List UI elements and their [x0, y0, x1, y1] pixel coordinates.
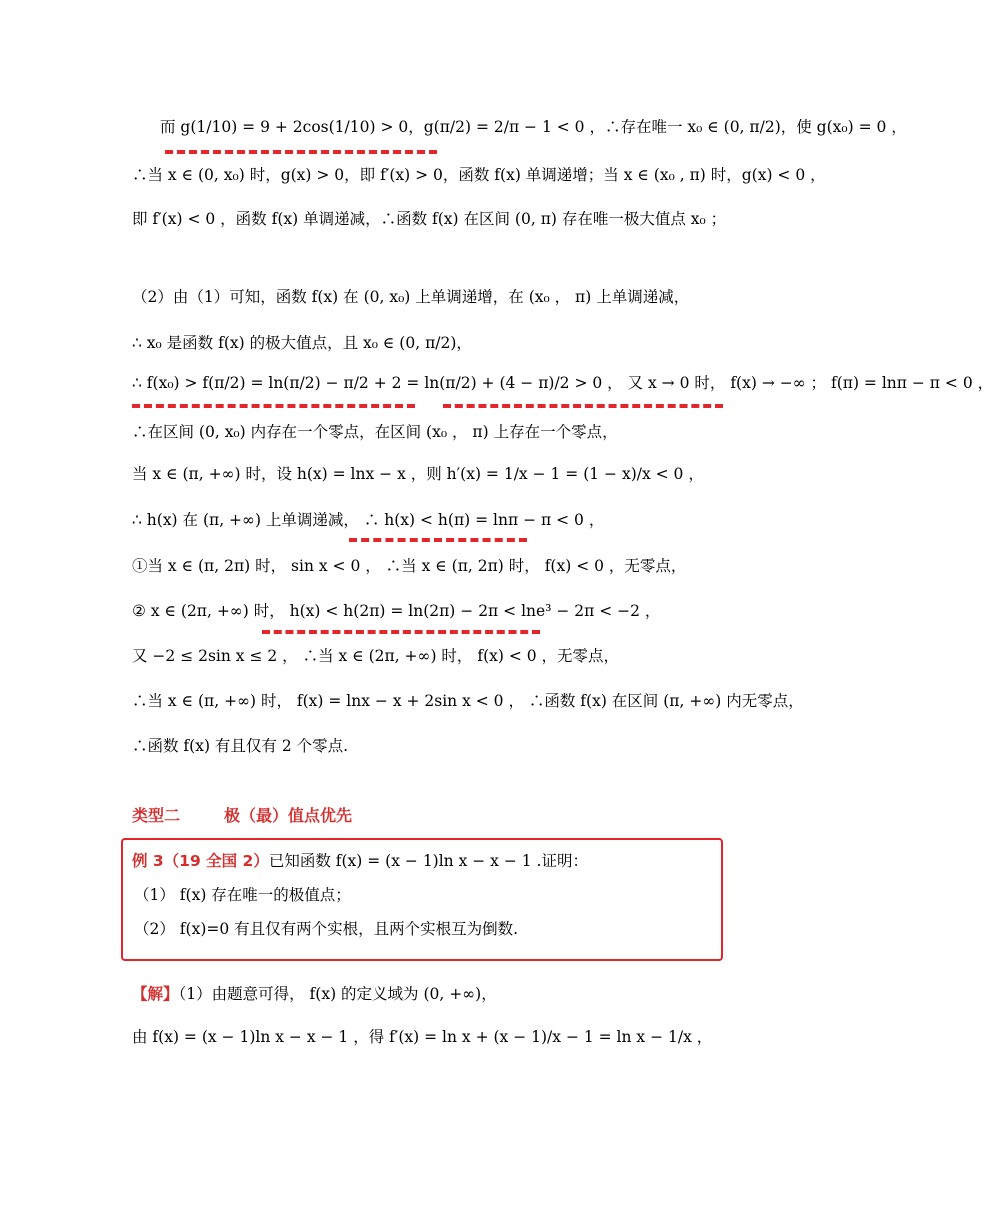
proof-line: ∴ h(x) 在 (π, +∞) 上单调递减， ∴ h(x) < h(π) = lnπ − π < 0 ，: [132, 511, 605, 529]
example-stem-text: 已知函数 f(x) = (x − 1)ln x − x − 1 .证明：: [268, 852, 588, 870]
proof-line: 而 g(1/10) = 9 + 2cos(1/10) > 0，g(π/2) = 2/π − 1 < 0 ，∴存在唯一 x₀ ∈ (0, π/2)，使 g(x₀) = 0 ，: [160, 118, 907, 136]
section-label: 类型二: [132, 806, 181, 825]
proof-line: 又 −2 ≤ 2sin x ≤ 2 ， ∴当 x ∈ (2π, +∞) 时， f(x) < 0 ，无零点，: [132, 647, 620, 665]
proof-line: 当 x ∈ (π, +∞) 时，设 h(x) = lnx − x ，则 h′(x) = 1/x − 1 = (1 − x)/x < 0 ，: [132, 465, 704, 483]
proof-line: ∴ x₀ 是函数 f(x) 的极大值点，且 x₀ ∈ (0, π/2)，: [132, 334, 472, 352]
proof-line: ∴函数 f(x) 有且仅有 2 个零点.: [132, 737, 349, 755]
proof-line: 即 f′(x) < 0 ，函数 f(x) 单调递减，∴函数 f(x) 在区间 (0, π) 存在唯一极大值点 x₀ ；: [132, 210, 727, 228]
solution-tag: 【解】: [132, 985, 179, 1003]
proof-line: ∴当 x ∈ (π, +∞) 时， f(x) = lnx − x + 2sin x < 0 ， ∴函数 f(x) 在区间 (π, +∞) 内无零点，: [132, 692, 804, 710]
example-item: （2） f(x)=0 有且仅有两个实根，且两个实根互为倒数.: [134, 920, 519, 938]
solution-line: 由 f(x) = (x − 1)ln x − x − 1 ，得 f′(x) = ln x + (x − 1)/x − 1 = ln x − 1/x ，: [132, 1028, 713, 1046]
highlight-dash: [132, 404, 415, 408]
section-title: 极（最）值点优先: [224, 806, 353, 825]
highlight-dash: [349, 538, 527, 542]
example-item: （1） f(x) 存在唯一的极值点；: [134, 886, 351, 904]
proof-line: ∴在区间 (0, x₀) 内存在一个零点，在区间 (x₀ ， π) 上存在一个零点，: [132, 423, 618, 441]
solution-line-text: （1）由题意可得， f(x) 的定义域为 (0, +∞)，: [178, 985, 497, 1003]
example-title: 例 3（19 全国 2）: [132, 852, 269, 870]
proof-line: ∴当 x ∈ (0, x₀) 时，g(x) > 0，即 f′(x) > 0，函数 f(x) 单调递增；当 x ∈ (x₀ , π) 时，g(x) < 0 ，: [132, 166, 826, 184]
section-heading: [132, 803, 352, 826]
highlight-dash: [165, 150, 437, 154]
highlight-dash: [262, 630, 540, 634]
proof-line: （2）由（1）可知，函数 f(x) 在 (0, x₀) 上单调递增，在 (x₀ ， π) 上单调递减，: [132, 288, 690, 306]
highlight-dash: [443, 404, 723, 408]
solution-line: [132, 983, 497, 1005]
proof-line: ①当 x ∈ (π, 2π) 时， sin x < 0 ， ∴当 x ∈ (π, 2π) 时， f(x) < 0 ，无零点，: [132, 557, 687, 575]
example-stem: [132, 850, 588, 872]
proof-line: ∴ f(x₀) > f(π/2) = ln(π/2) − π/2 + 2 = ln(π/2) + (4 − π)/2 > 0 ， 又 x → 0 时， f(x) → −∞ ； f(π) = lnπ − π < 0 ，: [132, 374, 993, 392]
proof-line: ② x ∈ (2π, +∞) 时， h(x) < h(2π) = ln(2π) − 2π < lne³ − 2π < −2 ，: [132, 602, 661, 620]
